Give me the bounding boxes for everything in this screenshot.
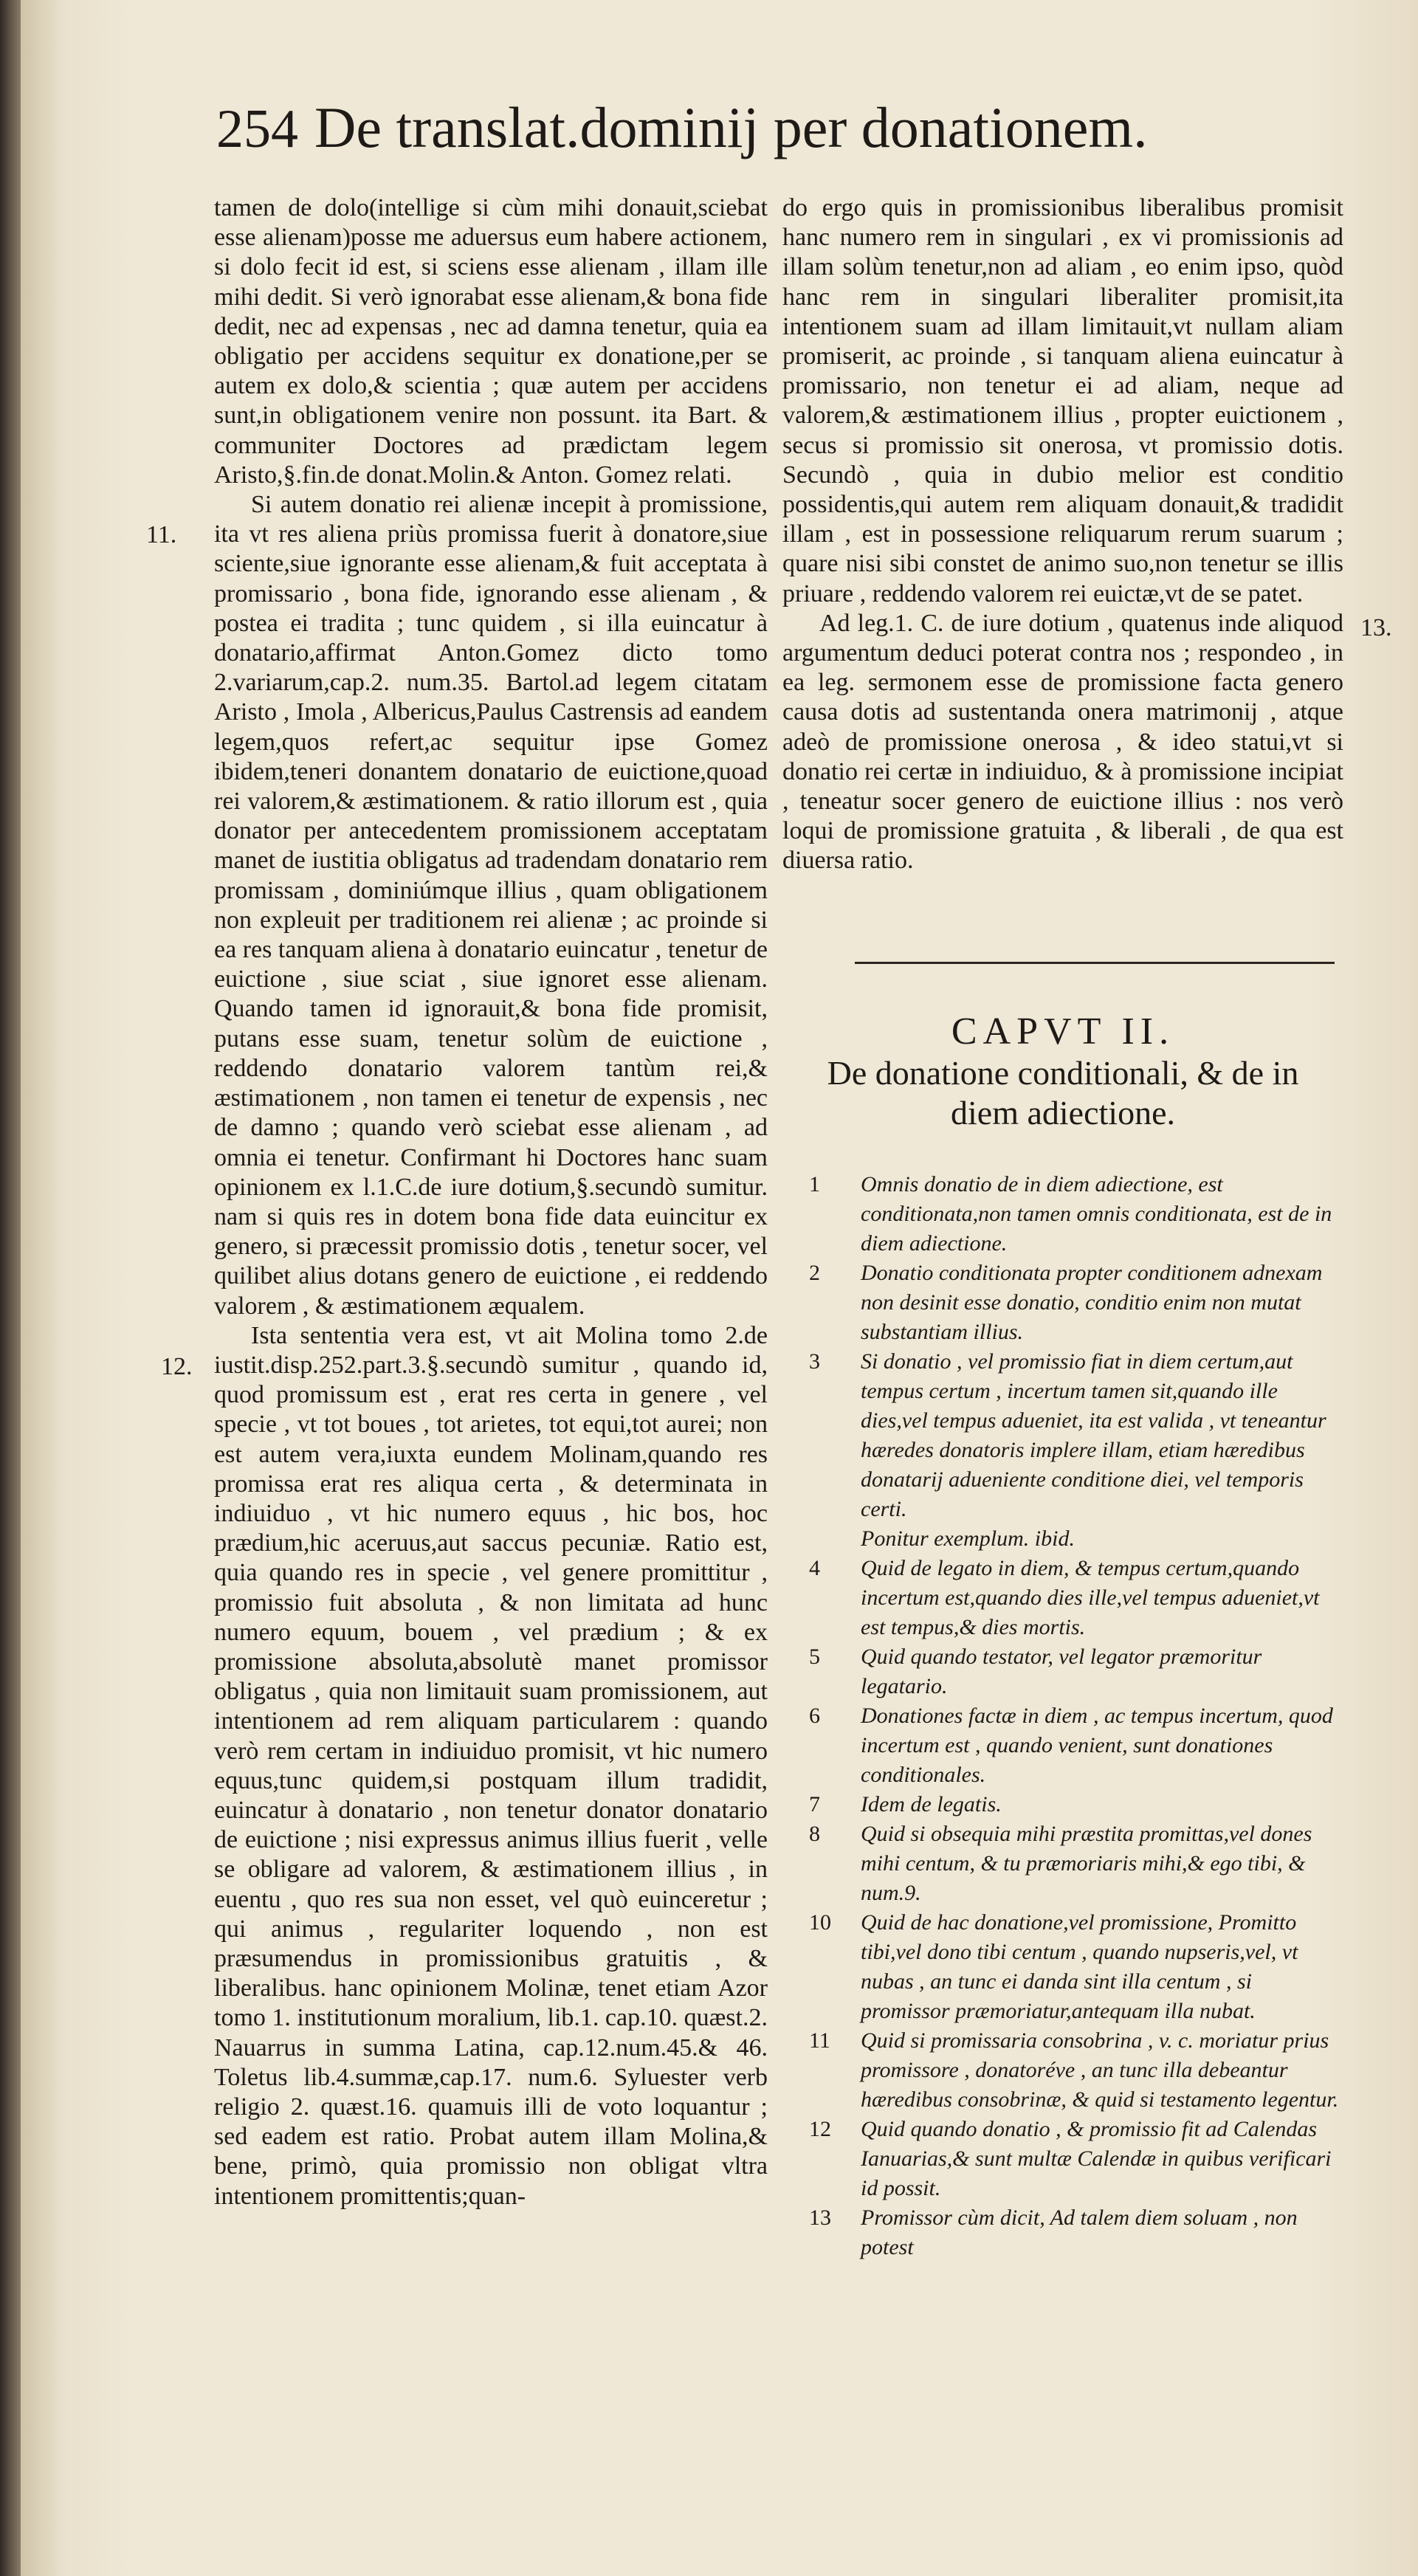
summary-item xyxy=(809,2026,1343,2115)
summary-item xyxy=(809,1524,1343,1554)
chapter-subtitle: De donatione conditionali, & de in diem adiectione. xyxy=(827,1054,1299,1132)
summary-text: Donationes factæ in diem , ac tempus incertum, quod incertum est , quando venient, sunt donationes conditionales. xyxy=(861,1704,1333,1787)
margin-number: 13. xyxy=(1360,614,1392,641)
summary-item xyxy=(809,1642,1343,1701)
page-number: 254 xyxy=(216,99,298,159)
summary-item xyxy=(809,1908,1343,2026)
paragraph: Ad leg.1. C. de iure dotium , quatenus inde aliquod argumentum deduci poterat contra nos ; respondeo , in ea leg. sermonem esse de promissione facta genero causa dotis ad sustentanda onera matrimonij , atque adeò de promissione onerosa , & ideo statui,vt si donatio rei certæ in indiuiduo, & à promissione incipiat , teneatur socer genero de euictione illius : nos verò loqui de promissione gratuita , & liberali , de qua est diuersa ratio. xyxy=(782,609,1343,875)
summary-number: 5 xyxy=(809,1645,820,1669)
summary-text: Si donatio , vel promissio fiat in diem certum,aut tempus certum , incertum tamen sit,quando ille dies,vel tempus adueniet, ita est valida , vt teneantur hæredes donatoris implere illam, etiam hæredibus donatarij adueniente conditione diei, vel temporis certi. xyxy=(861,1349,1326,1521)
summary-item xyxy=(809,1347,1343,1524)
summary-item xyxy=(809,1258,1343,1347)
paragraph: do ergo quis in promissionibus liberalibus promisit hanc numero rem in singulari , ex vi promissionis ad illam solùm tenetur,non ad aliam , eo enim ipso, quòd hanc rem in singulari liberaliter promisit,ita intentionem suam ad illam limitauit,vt nullam aliam promiserit, ac proinde , si tanquam aliena euincatur à promissario, non tenetur ei ad aliam, neque ad valorem,& æstimationem illius , propter euictionem , secus si promissio sit onerosa, vt promissio dotis. Secundò , quia in dubio melior est conditio possidentis,qui autem rem aliquam donauit,& tradidit illam , est in possessione reliquarum rerum suarum ; quare nisi sibi constet de animo suo,non tenetur se illis priuare , reddendo valorem rei euictæ,vt de se patet. xyxy=(782,194,1343,607)
summary-item xyxy=(809,2203,1343,2262)
page-title: De translat.dominij per donationem. xyxy=(314,95,1148,159)
book-page xyxy=(21,0,1418,2576)
chapter-heading: CAPVT II. xyxy=(951,1010,1175,1053)
summary-number: 1 xyxy=(809,1172,820,1196)
summary-number: 2 xyxy=(809,1261,820,1285)
summary-item xyxy=(809,1170,1343,1258)
book-binding xyxy=(0,0,21,2576)
paragraph: Ista sententia vera est, vt ait Molina tomo 2.de iustit.disp.252.part.3.§.secundò sumitur , quando id, quod promissum est , erat res certa in genere , vel specie , vt tot boues , tot arietes, tot equi,tot aurei; non est autem vera,iuxta eundem Molinam,quando res promissa erat res aliqua certa , & determinata in indiuiduo , vt hic numero equus , hic bos, hoc prædium,hic aceruus,aut saccus pecuniæ. Ratio est, quia quando res in specie , vel genere promittitur , promissio fuit absoluta , & non limitata ad hunc numero equum, bouem , vel prædium ; & ex promissione absoluta,absolutè manet promissor obligatus , quia non limitauit suam promissionem, aut intentionem ad rem aliquam particularem : quando verò rem certam in indiuiduo promisit, vt hic numero equus,tunc quidem,si postquam illum tradidit, euincatur à donatario , non tenetur donator donatario de euictione ; nisi expressus animus illius fuerit , velle se obligare ad valorem, & æstimationem illius , in euentu , quo res sua non esset, vel quò euinceretur ; qui animus , regulariter loquendo , non est præsumendus in promissionibus gratuitis , & liberalibus. hanc opinionem Molinæ, tenet etiam Azor tomo 1. institutionum moralium, lib.1. cap.10. quæst.2. Nauarrus in summa Latina, cap.12.num.45.& 46. Toletus lib.4.summæ,cap.17. num.6. Syluester verb religio 2. quæst.16. quamuis illi de voto loquantur ; sed eadem est ratio. Probat autem illam Molina,& bene, primò, quia promissio non obligat vltra intentionem promittentis;quan- xyxy=(214,1321,768,2210)
summary-text: Quid de hac donatione,vel promissione, Promitto tibi,vel dono tibi centum , quando nupseris,vel, vt nubas , an tunc ei danda sint illa centum , si promissor præmoriatur,antequam illa nubat. xyxy=(861,1910,1298,2023)
margin-number: 11. xyxy=(146,521,177,548)
summary-text: Promissor cùm dicit, Ad talem diem soluam , non potest xyxy=(861,2205,1298,2259)
summary-text: Idem de legatis. xyxy=(861,1792,1002,1816)
chapter-summary xyxy=(809,1170,1343,2262)
summary-text: Quid de legato in diem, & tempus certum,quando incertum est,quando dies ille,vel tempus adueniet,vt est tempus,& dies mortis. xyxy=(861,1556,1320,1639)
summary-number: 8 xyxy=(809,1822,820,1846)
running-head xyxy=(216,94,1148,161)
right-column xyxy=(782,193,1343,876)
summary-number: 3 xyxy=(809,1349,820,1374)
summary-number: 13 xyxy=(809,2205,831,2230)
summary-item xyxy=(809,1790,1343,1819)
summary-item xyxy=(809,1819,1343,1908)
summary-number: 12 xyxy=(809,2117,831,2141)
summary-item xyxy=(809,1701,1343,1790)
paragraph: tamen de dolo(intellige si cùm mihi donauit,sciebat esse alienam)posse me aduersus eum habere actionem, si dolo fecit id est, si sciens esse alienam , illam ille mihi dedit. Si verò ignorabat esse alienam,& bona fide dedit, nec ad expensas , nec ad damna tenetur, quia ea obligatio per accidens sequitur ex donatione,per se autem ex dolo,& scientia ; quæ autem per accidens sunt,in obligationem venire non possunt. ita Bart. & communiter Doctores ad prædictam legem Aristo,§.fin.de donat.Molin.& Anton. Gomez relati. xyxy=(214,194,768,489)
summary-item xyxy=(809,2115,1343,2203)
left-column xyxy=(214,193,768,2211)
summary-number: 7 xyxy=(809,1792,820,1816)
summary-text: Quid quando donatio , & promissio fit ad Calendas Ianuarias,& sunt multæ Calendæ in quibus verificari id possit. xyxy=(861,2117,1332,2200)
summary-text: Ponitur exemplum. ibid. xyxy=(861,1526,1075,1551)
section-divider xyxy=(855,962,1335,964)
summary-text: Quid si promissaria consobrina , v. c. moriatur prius promissore , donatoréve , an tunc illa debeantur hæredibus consobrinæ, & quid si testamento legentur. xyxy=(861,2028,1339,2112)
summary-text: Quid si obsequia mihi præstita promittas,vel dones mihi centum, & tu præmoriaris mihi,& ego tibi, & num.9. xyxy=(861,1822,1312,1905)
summary-number: 11 xyxy=(809,2028,830,2053)
summary-text: Quid quando testator, vel legator præmoritur legatario. xyxy=(861,1645,1262,1698)
summary-item xyxy=(809,1554,1343,1642)
summary-text: Omnis donatio de in diem adiectione, est conditionata,non tamen omnis conditionata, est de in diem adiectione. xyxy=(861,1172,1332,1256)
margin-number: 12. xyxy=(161,1353,193,1380)
summary-number: 10 xyxy=(809,1910,831,1935)
summary-number: 4 xyxy=(809,1556,820,1580)
summary-number: 6 xyxy=(809,1704,820,1728)
paragraph: Si autem donatio rei alienæ incepit à promissione, ita vt res aliena priùs promissa fuerit à donatore,siue sciente,siue ignorante esse alienam,& fuit acceptata à promissario , bona fide, ignorando esse alienam , & postea ei tradita ; tunc quidem , si illa euincatur à donatario,affirmat Anton.Gomez dicto tomo 2.variarum,cap.2. num.35. Bartol.ad legem citatam Aristo , Imola , Albericus,Paulus Castrensis ad eandem legem,quos refert,ac sequitur ipse Gomez ibidem,teneri donantem donatario de euictione,quoad rei valorem,& æstimationem. & ratio illorum est , quia donator per antecedentem promissionem acceptatam manet de iustitia obligatus ad tradendam donatario rem promissam , dominiúmque illius , quam obligationem non expleuit per traditionem rei alienæ ; ac proinde si ea res tanquam aliena à donatario euincatur , tenetur de euictione , siue sciat , siue ignoret esse alienam. Quando tamen id ignorauit,& bona fide promisit, putans esse suam, tenetur solùm de euictione , reddendo donatario valorem tantùm rei,& æstimationem , non tamen ei tenetur de expensis , nec de damno ; quando verò sciebat esse alienam , ad omnia ei tenetur. Confirmant hi Doctores hanc suam opinionem ex l.1.C.de iure dotium,§.secundò sumitur. nam si quis res in dotem bona fide data euincitur ex genero, si præcessit promissio dotis , tenetur socer, vel quilibet alius dotans genero de euictione , ei reddendo valorem , & æstimationem æqualem. xyxy=(214,491,768,1320)
summary-text: Donatio conditionata propter conditionem adnexam non desinit esse donatio, conditio enim non mutat substantiam illius. xyxy=(861,1261,1323,1344)
